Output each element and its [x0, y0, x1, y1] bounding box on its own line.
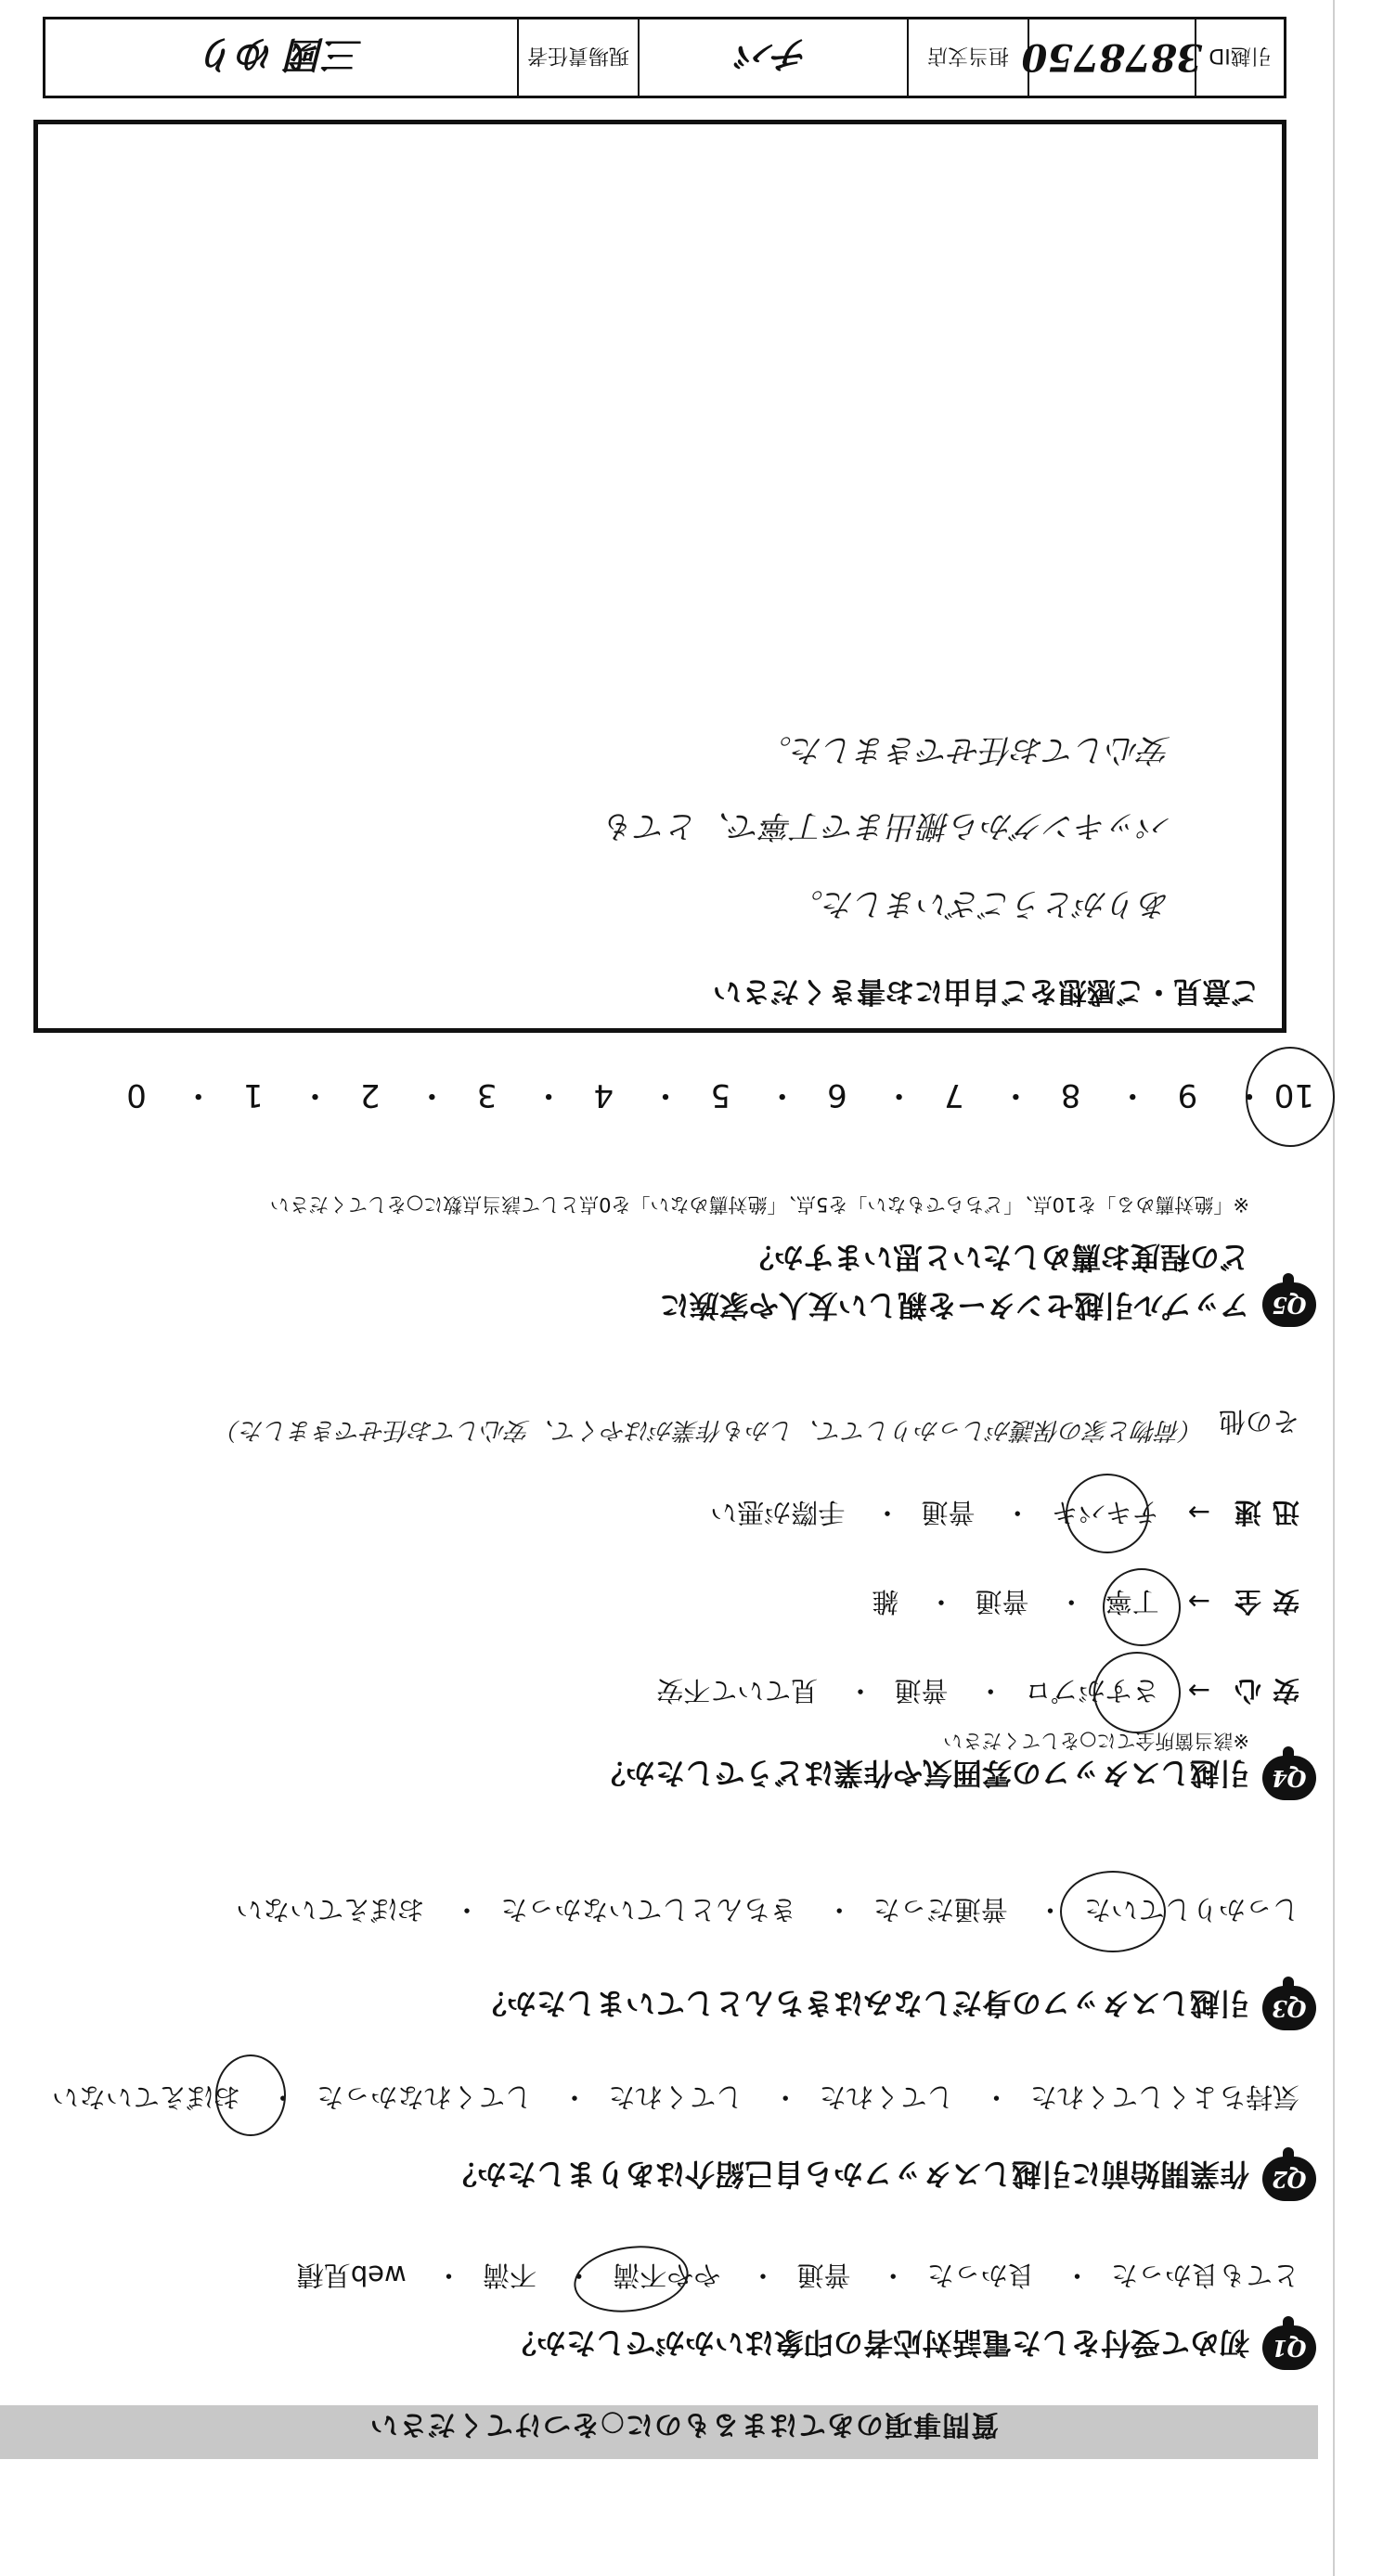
leader-value-cell[interactable]: [45, 19, 517, 96]
q2-option-2[interactable]: してくれた: [819, 2081, 954, 2113]
q2-option-3[interactable]: してくれた: [608, 2081, 743, 2113]
q4-jinsoku-option-1[interactable]: テキパキ: [1051, 1497, 1159, 1528]
q1-option-4[interactable]: やや不満: [613, 2260, 721, 2291]
id-label: 引越ID: [1209, 44, 1271, 72]
q4-question: 引越しスタッフの雰囲気や作業はどうでしたか？: [595, 1756, 1249, 1791]
q4-jinsoku-option-3[interactable]: 手際が悪い: [710, 1497, 846, 1528]
q5-note: ※「絶対薦める」を10点、「どちらでもない」を5点、「絶対薦めない」を0点として該当点数に○をしてください: [269, 1193, 1249, 1216]
staff-id-table: [43, 17, 1286, 98]
score-9[interactable]: 9: [1177, 1076, 1198, 1114]
q1-option-6[interactable]: web見積: [296, 2260, 407, 2291]
comment-line-3: 安心してお任せできました。: [760, 731, 1170, 768]
q5-answer-circle: [1246, 1047, 1335, 1147]
score-4[interactable]: 4: [593, 1076, 614, 1114]
score-10[interactable]: 10: [1273, 1076, 1314, 1114]
score-7[interactable]: 7: [943, 1076, 964, 1114]
q4-row-anshin-label: 安心: [1222, 1675, 1299, 1707]
arrow-icon: →: [1187, 1675, 1211, 1707]
q2-badge: Q2: [1262, 2157, 1316, 2201]
q1-option-3[interactable]: 普通: [796, 2260, 851, 2291]
q5-question-line2: どの程度お薦めしたいと思いますか？: [743, 1240, 1249, 1275]
branch-label: 担当支店: [927, 44, 1009, 72]
score-0[interactable]: 0: [126, 1076, 147, 1114]
q1-option-5[interactable]: 不満: [482, 2260, 536, 2291]
score-8[interactable]: 8: [1060, 1076, 1081, 1114]
q1-answer-circle: [570, 2239, 693, 2320]
q3-option-3[interactable]: きちんとしていなかった: [500, 1894, 797, 1926]
arrow-icon: →: [1187, 1497, 1211, 1528]
leader-label-cell: [517, 19, 638, 96]
q2-option-5[interactable]: おぼえていない: [51, 2081, 240, 2113]
id-label-cell: [1195, 19, 1284, 96]
q4-row-anzen: 安全→ 丁寧・ 普通・ 雑: [872, 1584, 1299, 1622]
leader-value: 三國 ゆり: [200, 32, 362, 77]
q3-answer-circle: [1060, 1871, 1166, 1952]
comment-line-1: ありがとうございました。: [792, 885, 1170, 922]
q2-option-1[interactable]: 気持ちよくしてくれた: [1029, 2081, 1299, 2113]
id-value-cell[interactable]: [1021, 19, 1203, 96]
q3-options: しっかりしていた・ 普通だった・ きちんとしていなかった・ おぼえていない: [236, 1892, 1299, 1930]
score-6[interactable]: 6: [827, 1076, 847, 1114]
q2-question: 作業開始前に引越しスタッフから自己紹介はありましたか？: [446, 2157, 1249, 2192]
branch-value: チバ: [737, 32, 809, 77]
id-value: 3878750: [1021, 35, 1203, 80]
q4-jinsoku-answer-circle: [1066, 1474, 1149, 1553]
q5-question-line1: アップル引越センターを親しい友人や家族に: [659, 1288, 1249, 1323]
branch-value-cell[interactable]: [638, 19, 907, 96]
q4-row-jinsoku-label: 迅速: [1222, 1497, 1299, 1528]
score-5[interactable]: 5: [710, 1076, 730, 1114]
q2-answer-circle: [215, 2054, 286, 2136]
q4-other-label: その他: [1218, 1406, 1299, 1437]
q1-badge: Q1: [1262, 2325, 1316, 2370]
comments-box[interactable]: [33, 120, 1286, 1033]
q2-option-4[interactable]: してくれなかった: [317, 2081, 533, 2113]
q4-anzen-option-3[interactable]: 雑: [872, 1586, 899, 1617]
q4-anshin-option-2[interactable]: 普通: [894, 1675, 949, 1707]
q3-option-1[interactable]: しっかりしていた: [1083, 1894, 1299, 1926]
q4-anzen-option-2[interactable]: 普通: [975, 1586, 1029, 1617]
score-3[interactable]: 3: [476, 1076, 498, 1114]
comments-title: ご意見・ご感想をご自由にお書きください: [713, 974, 1260, 1008]
q4-row-anzen-label: 安全: [1222, 1586, 1299, 1617]
q1-options: とても良かった・ 良かった・ 普通・ やや不満・ 不満・ web見積: [297, 2258, 1299, 2296]
q1-option-2[interactable]: 良かった: [926, 2260, 1035, 2291]
q2-options: 気持ちよくしてくれた・ してくれた・ してくれた・ してくれなかった・ おぼえていない: [52, 2080, 1299, 2118]
q4-anshin-answer-circle: [1093, 1652, 1181, 1733]
q4-other: [1219, 1404, 1299, 1442]
q4-anzen-option-1[interactable]: 丁寧: [1105, 1586, 1159, 1617]
q4-jinsoku-option-2[interactable]: 普通: [921, 1497, 976, 1528]
q1-question: 初めて受付をした電話対応者の印象はいかがでしたか？: [506, 2325, 1249, 2361]
q5-badge: Q5: [1262, 1282, 1316, 1327]
q1-option-1[interactable]: とても良かった: [1110, 2260, 1299, 2291]
q4-note: ※該当箇所全てに○をしてください: [943, 1730, 1249, 1752]
leader-label: 現場責任者: [527, 44, 629, 72]
q3-question: 引越しスタッフの身だしなみはきちんとしていましたか？: [476, 1986, 1249, 2021]
arrow-icon: →: [1187, 1586, 1211, 1617]
q3-option-4[interactable]: おぼえていない: [236, 1894, 425, 1926]
q5-scale: 10・ 9・ 8・ 7・ 6・ 5・ 4・ 3・ 2・ 1・ 0: [40, 1075, 1314, 1121]
scan-edge-line: [1333, 0, 1335, 2576]
q4-anshin-option-1[interactable]: さすがプロ: [1024, 1675, 1159, 1707]
instruction-text: 質問事項のあてはまるものに○をつけてください: [368, 2408, 999, 2441]
q3-badge: Q3: [1262, 1986, 1316, 2030]
score-1[interactable]: 1: [243, 1076, 264, 1114]
q3-option-2[interactable]: 普通だった: [872, 1894, 1008, 1926]
q4-other-handwriting[interactable]: （荷物と家の保護がしっかりしてて、しかも作業がはやくて、安心してお任せできました）: [216, 1416, 1205, 1444]
q4-badge: Q4: [1262, 1756, 1316, 1800]
comment-line-2: パッキングから搬出まで丁寧で、とても: [603, 807, 1170, 844]
score-2[interactable]: 2: [359, 1076, 381, 1114]
q4-anzen-answer-circle: [1103, 1568, 1181, 1646]
q4-anshin-option-3[interactable]: 見ていて不安: [656, 1675, 819, 1707]
q4-row-jinsoku: 迅速→ テキパキ・ 普通・ 手際が悪い: [710, 1495, 1299, 1533]
q4-row-anshin: 安心→ さすがプロ・ 普通・ 見ていて不安: [656, 1673, 1299, 1711]
branch-label-cell: [907, 19, 1028, 96]
